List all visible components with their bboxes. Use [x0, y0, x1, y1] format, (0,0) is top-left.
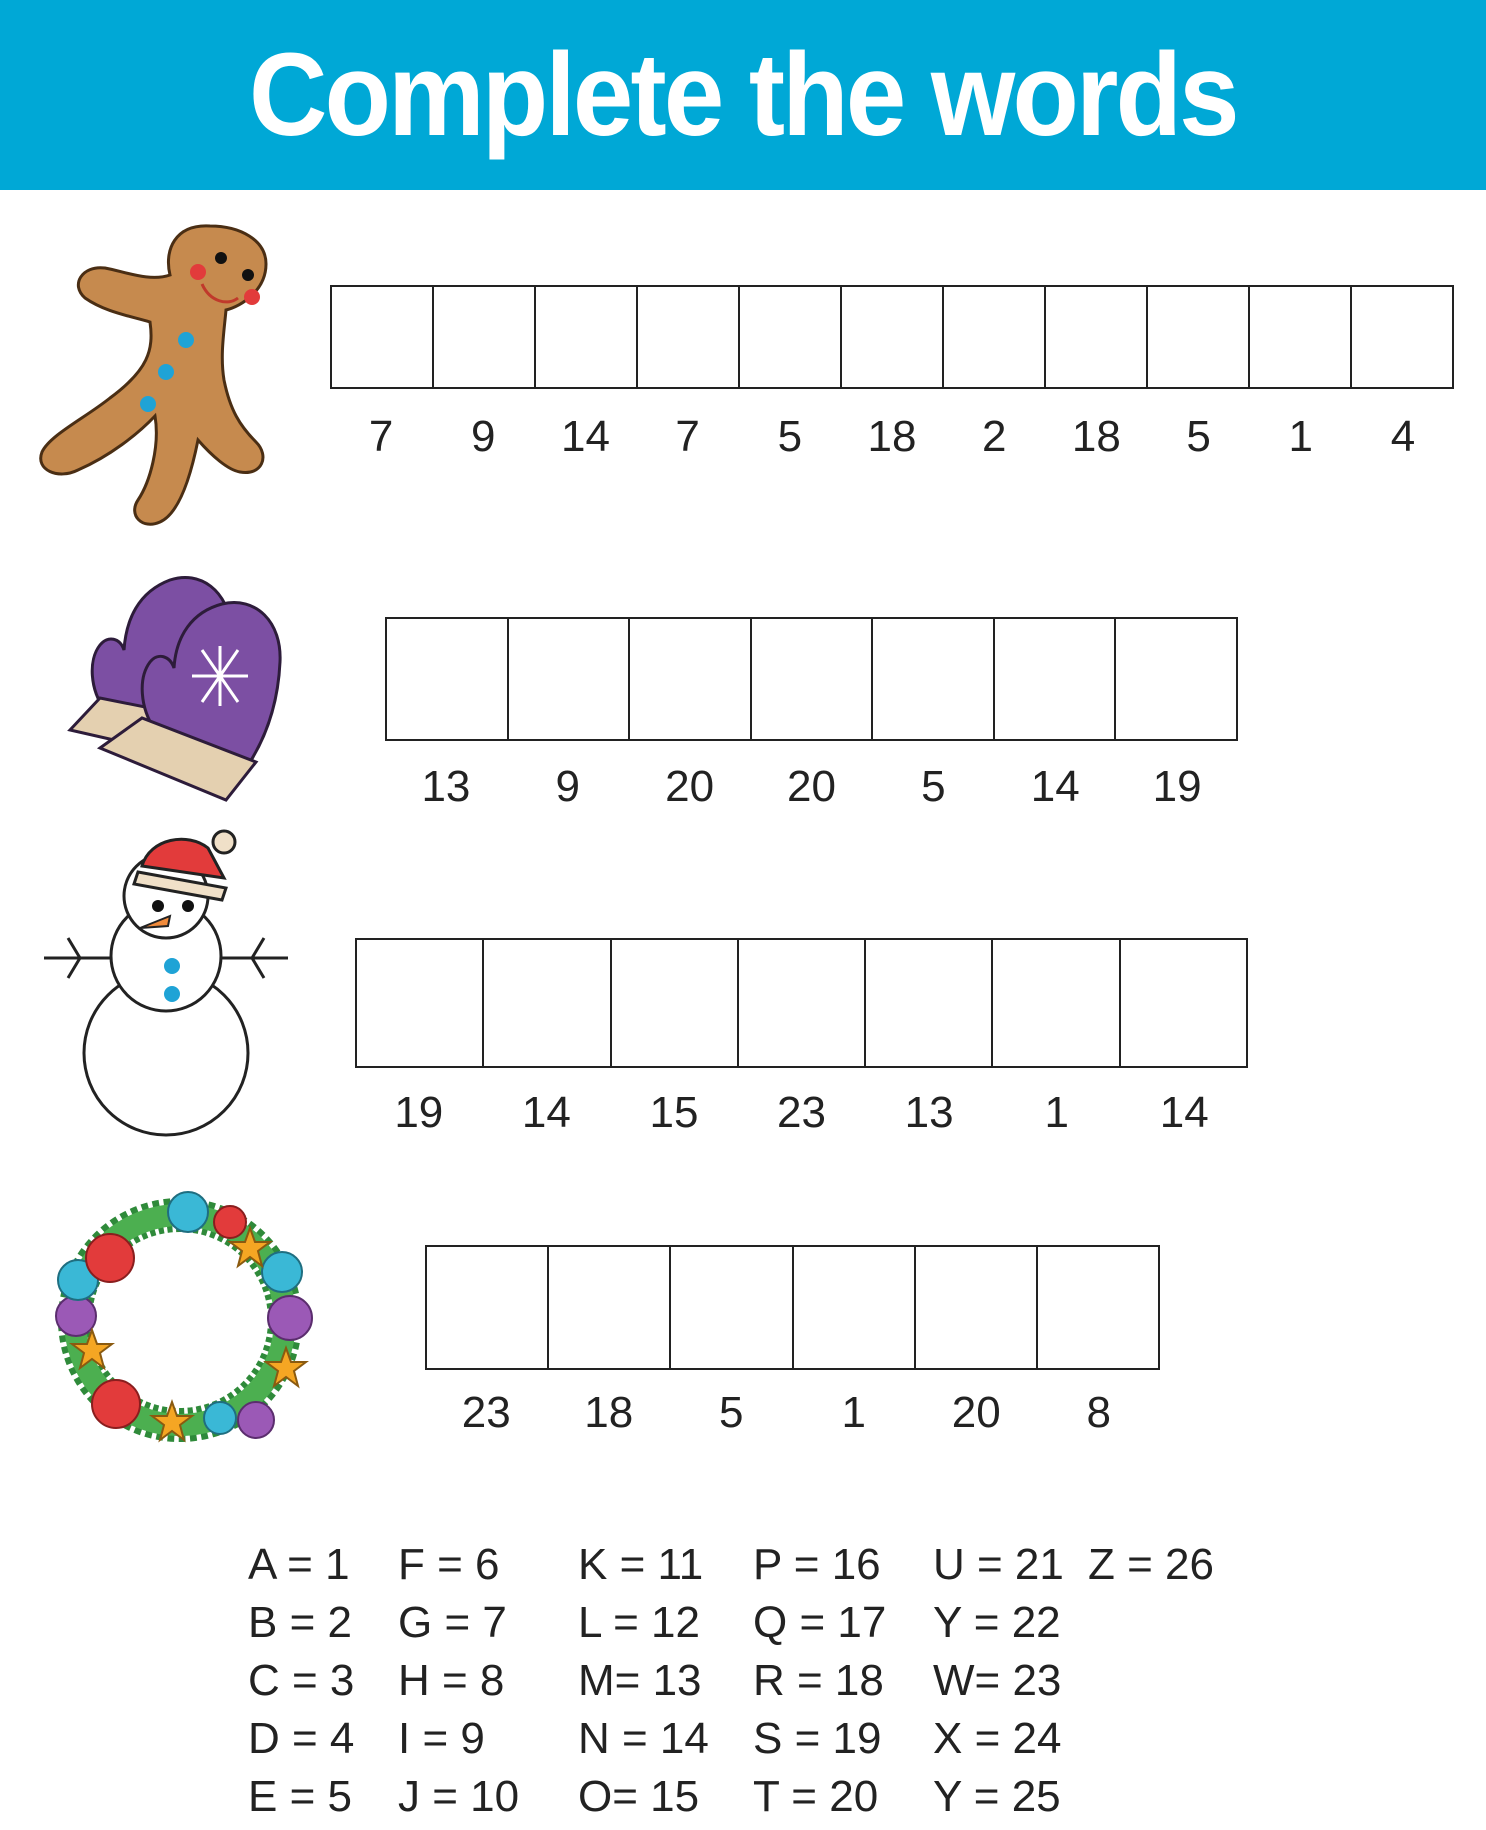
clue-number: 1 — [1288, 412, 1314, 461]
letter-number-key — [248, 1540, 1248, 1821]
key-entry: D = 4 — [248, 1714, 355, 1763]
key-column — [1088, 1540, 1214, 1598]
key-entry: Z = 26 — [1088, 1540, 1214, 1589]
key-entry: A = 1 — [248, 1540, 350, 1589]
clue-number: 13 — [421, 762, 471, 811]
key-entry: J = 10 — [398, 1772, 520, 1821]
clue-number: 7 — [675, 412, 700, 461]
key-column — [398, 1540, 519, 1830]
clue-number: 20 — [951, 1388, 1001, 1437]
clue-number: 20 — [787, 762, 836, 811]
answer-boxes-mittens[interactable] — [385, 617, 1238, 741]
answer-boxes-wreath[interactable] — [425, 1245, 1160, 1370]
key-entry: Y = 22 — [933, 1598, 1061, 1647]
clue-number: 18 — [584, 1388, 634, 1437]
clue-number: 18 — [867, 412, 917, 461]
key-entry: F = 6 — [398, 1540, 500, 1589]
clue-numbers-wreath — [425, 1388, 1160, 1438]
gingerbread-man-picture — [30, 220, 290, 530]
clue-number: 5 — [921, 762, 946, 811]
mittens-picture — [60, 570, 290, 805]
key-entry: Y = 25 — [933, 1772, 1061, 1821]
clue-number: 18 — [1071, 412, 1121, 461]
key-entry: P = 16 — [753, 1540, 881, 1589]
key-entry: T = 20 — [753, 1772, 879, 1821]
key-entry: W= 23 — [933, 1656, 1062, 1705]
clue-numbers-gingerbread — [330, 412, 1454, 462]
clue-number: 9 — [471, 412, 496, 461]
key-column — [248, 1540, 354, 1830]
clue-number: 5 — [719, 1388, 744, 1437]
clue-number: 1 — [841, 1388, 866, 1437]
clue-number: 23 — [461, 1388, 511, 1437]
clue-number: 14 — [1030, 762, 1080, 811]
clue-number: 8 — [1086, 1388, 1111, 1437]
key-entry: M= 13 — [578, 1656, 702, 1705]
clue-number: 9 — [555, 762, 581, 811]
key-column — [933, 1540, 1064, 1830]
key-entry: I = 9 — [398, 1714, 485, 1763]
clue-number: 7 — [368, 412, 394, 461]
key-column — [578, 1540, 709, 1830]
clue-number: 4 — [1390, 412, 1416, 461]
clue-number: 14 — [560, 412, 610, 461]
clue-number: 1 — [1044, 1088, 1069, 1137]
key-entry: H = 8 — [398, 1656, 505, 1705]
key-entry: K = 11 — [578, 1540, 704, 1589]
clue-numbers-mittens — [385, 762, 1238, 812]
clue-number: 20 — [665, 762, 715, 811]
clue-numbers-snowman — [355, 1088, 1248, 1138]
key-entry: X = 24 — [933, 1714, 1062, 1763]
key-entry: U = 21 — [933, 1540, 1064, 1589]
page-title: Complete the words — [249, 29, 1237, 161]
key-entry: L = 12 — [578, 1598, 700, 1647]
clue-number: 23 — [777, 1088, 826, 1137]
clue-number: 5 — [777, 412, 803, 461]
clue-number: 2 — [981, 412, 1007, 461]
key-entry: Q = 17 — [753, 1598, 887, 1647]
key-entry: R = 18 — [753, 1656, 884, 1705]
clue-number: 14 — [1159, 1088, 1209, 1137]
key-entry: C = 3 — [248, 1656, 355, 1705]
key-entry: S = 19 — [753, 1714, 882, 1763]
wreath-picture — [40, 1180, 320, 1460]
key-column — [753, 1540, 886, 1830]
clue-number: 5 — [1186, 412, 1211, 461]
title-banner — [0, 0, 1486, 190]
key-entry: B = 2 — [248, 1598, 352, 1647]
key-entry: G = 7 — [398, 1598, 507, 1647]
answer-boxes-snowman[interactable] — [355, 938, 1248, 1068]
clue-number: 14 — [521, 1088, 571, 1137]
clue-number: 15 — [649, 1088, 699, 1137]
answer-boxes-gingerbread[interactable] — [330, 285, 1454, 389]
key-entry: O= 15 — [578, 1772, 700, 1821]
clue-number: 19 — [1152, 762, 1202, 811]
clue-number: 19 — [394, 1088, 444, 1137]
snowman-picture — [40, 828, 290, 1138]
clue-number: 13 — [904, 1088, 954, 1137]
key-entry: N = 14 — [578, 1714, 709, 1763]
key-entry: E = 5 — [248, 1772, 352, 1821]
